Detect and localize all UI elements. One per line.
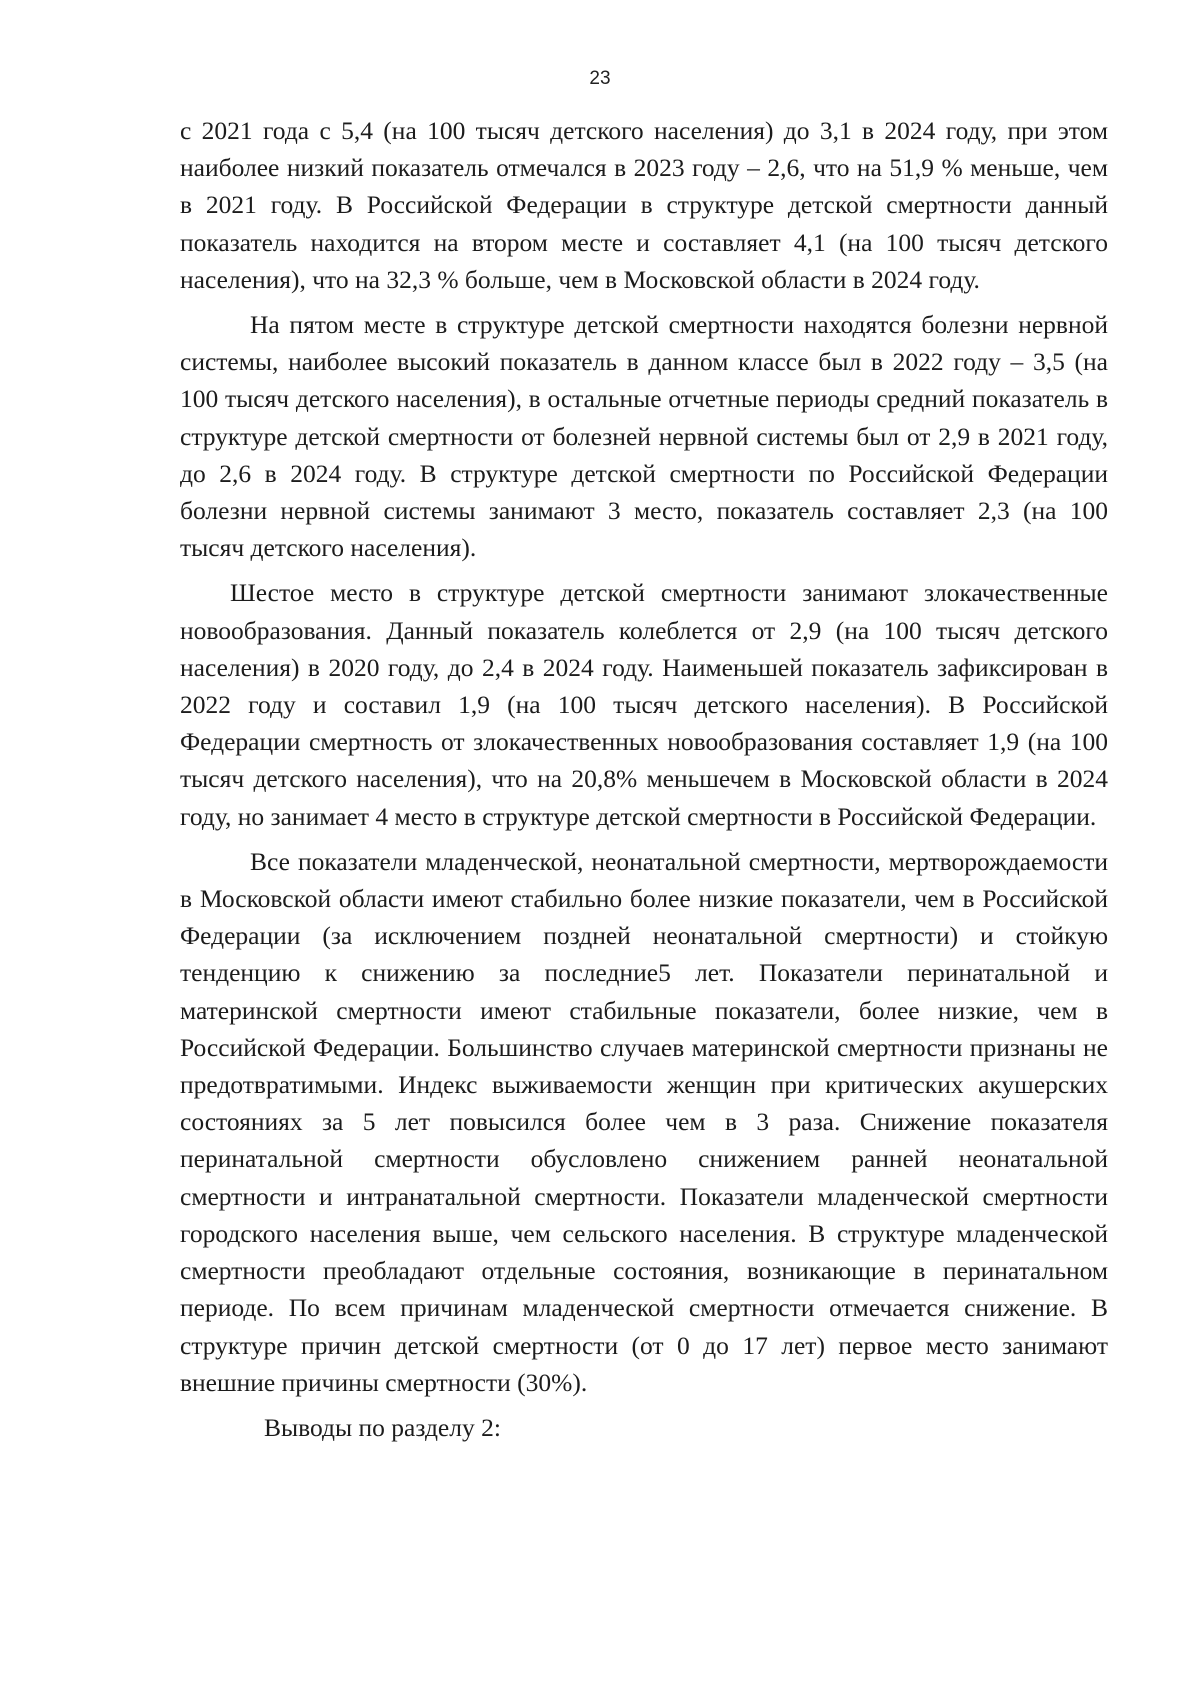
document-body: [180, 112, 1108, 1454]
section-conclusions-heading: Выводы по разделу 2:: [264, 1412, 501, 1442]
paragraph-neoplasms: Шестое место в структуре детской смертности занимают злокачественные новообразования. Данный показатель колеблется от 2,9 (на 100 тысяч детского населения) в 2020 году, до 2,4 в 2024 году. Наименьшей показатель зафиксирован в 2022 году и составил 1,9 (на 100 тысяч детского населения). В Российской Федерации смертность от злокачественных новообразования составляет 1,9 (на 100 тысяч детского населения), что на 20,8% меньшечем в Московской области в 2024 году, но занимает 4 место в структуре детской смертности в Российской Федерации.: [180, 578, 1108, 831]
page-number: 23: [589, 68, 611, 89]
paragraph-continuation: с 2021 года с 5,4 (на 100 тысяч детского населения) до 3,1 в 2024 году, при этом наиболее низкий показатель отмечался в 2023 году – 2,6, что на 51,9 % меньше, чем в 2021 году. В Российской Федерации в структуре детской смертности данный показатель находится на втором месте и составляет 4,1 (на 100 тысяч детского населения), что на 32,3 % больше, чем в Московской области в 2024 году.: [180, 116, 1108, 294]
paragraph-summary: Все показатели младенческой, неонатальной смертности, мертворождаемости в Московской области имеют стабильно более низкие показатели, чем в Российской Федерации (за исключением поздней неонатальной смертности) и стойкую тенденцию к снижению за последние5 лет. Показатели перинатальной и материнской смертности имеют стабильные показатели, более низкие, чем в Российской Федерации. Большинство случаев материнской смертности признаны не предотвратимыми. Индекс выживаемости женщин при критических акушерских состояниях за 5 лет повысился более чем в 3 раза. Снижение показателя перинатальной смертности обусловлено снижением ранней неонатальной смертности и интранатальной смертности. Показатели младенческой смертности городского населения выше, чем сельского населения. В структуре младенческой смертности преобладают отдельные состояния, возникающие в перинатальном периоде. По всем причинам младенческой смертности отмечается снижение. В структуре причин детской смертности (от 0 до 17 лет) первое место занимают внешние причины смертности (30%).: [180, 846, 1108, 1397]
paragraph-nervous-system: На пятом месте в структуре детской смертности находятся болезни нервной системы, наиболее высокий показатель в данном классе был в 2022 году – 3,5 (на 100 тысяч детского населения), в остальные отчетные периоды средний показатель в структуре детской смертности от болезней нервной системы был от 2,9 в 2021 году, до 2,6 в 2024 году. В структуре детской смертности по Российской Федерации болезни нервной системы занимают 3 место, показатель составляет 2,3 (на 100 тысяч детского населения).: [180, 310, 1108, 563]
